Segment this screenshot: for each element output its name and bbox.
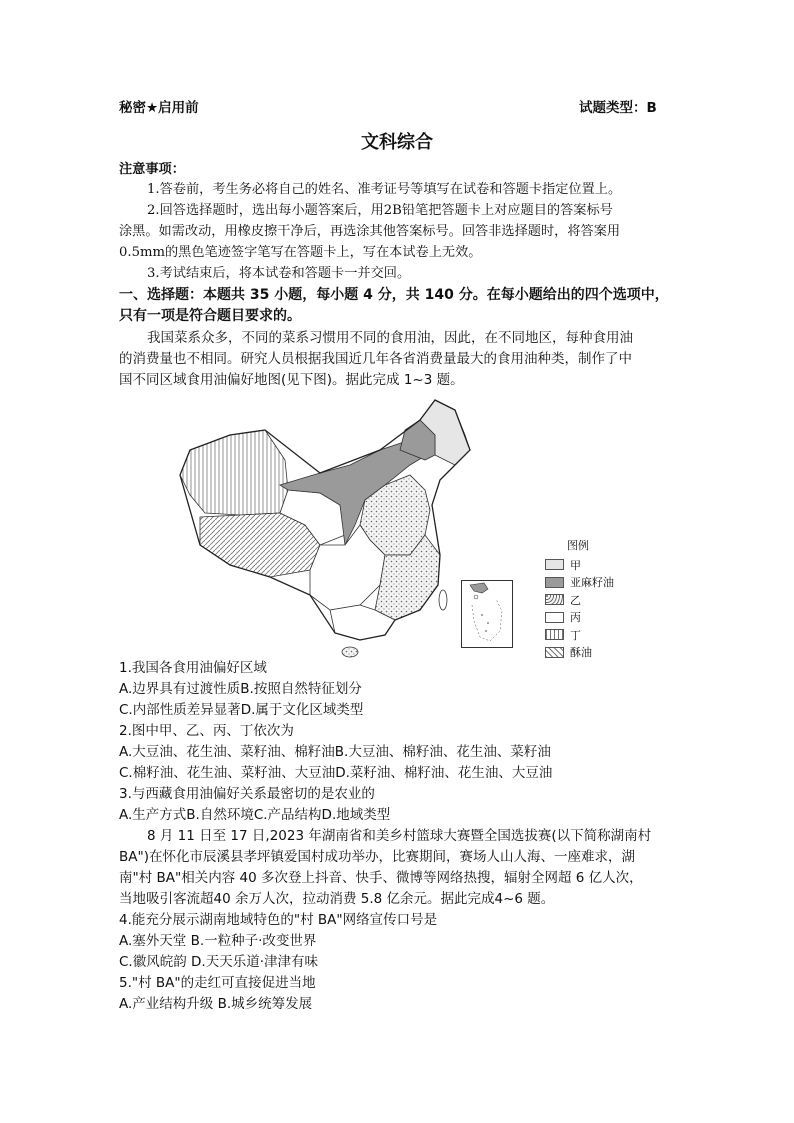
passage-text: 当地吸引客流超40 余万人次，拉动消费 5.8 亿余元。据此完成4~6 题。 — [119, 891, 555, 907]
legend-label: 亚麻籽油 — [570, 576, 614, 590]
legend-item — [545, 556, 625, 574]
passage-text: 国不同区域食用油偏好地图(见下图)。据此完成 1~3 题。 — [119, 372, 464, 388]
notice-item: 0.5mm的黑色笔迹签字笔写在答题卡上，写在本试卷上无效。 — [119, 245, 482, 260]
legend-label: 酥油 — [570, 646, 592, 660]
question-text: 4.能充分展示湖南地域特色的"村 BA"网络宣传口号是 — [119, 912, 438, 928]
notice-item: 3.考试结束后，将本试卷和答题卡一并交回。 — [147, 266, 411, 281]
question-text: 5."村 BA"的走红可直接促进当地 — [119, 975, 316, 991]
passage-text: 南"村 BA"相关内容 40 多次登上抖音、快手、微博等网络热搜，辐射全网超 6 亿人次， — [119, 870, 643, 886]
legend-item — [545, 591, 625, 609]
question-text: 2.图中甲、乙、丙、丁依次为 — [119, 723, 294, 739]
legend-swatch-jia — [545, 559, 564, 570]
question-options: A.塞外天堂 B.一粒种子·改变世界 — [119, 933, 317, 949]
notice-item: 1.答卷前，考生务必将自己的姓名、准考证号等填写在试卷和答题卡指定位置上。 — [147, 182, 622, 197]
map-legend — [545, 537, 625, 661]
passage-text: 我国菜系众多，不同的菜系习惯用不同的食用油，因此，在不同地区，每种食用油 — [147, 330, 633, 346]
legend-swatch-ghee — [545, 647, 564, 658]
legend-label: 丁 — [570, 628, 581, 642]
question-text: 1.我国各食用油偏好区域 — [119, 660, 267, 676]
exam-type-label: 试题类型：B — [579, 100, 657, 116]
legend-swatch-bing — [545, 612, 564, 623]
legend-label: 乙 — [570, 593, 581, 607]
page-title: 文科综合 — [361, 132, 433, 153]
notice-item: 2.回答选择题时，选出每小题答案后，用2B铅笔把答题卡上对应题目的答案标号 — [147, 203, 613, 218]
passage-text: 8 月 11 日至 17 日,2023 年湖南省和美乡村篮球大赛暨全国选拔赛(以下简称湖南村 — [147, 828, 652, 844]
legend-title: 图例 — [567, 539, 589, 552]
question-options: A.大豆油、花生油、菜籽油、棉籽油B.大豆油、棉籽油、花生油、菜籽油 — [119, 744, 551, 760]
legend-item — [545, 574, 625, 592]
legend-item — [545, 644, 625, 662]
question-text: 3.与西藏食用油偏好关系最密切的是农业的 — [119, 786, 375, 802]
legend-swatch-yi — [545, 594, 564, 605]
question-options: C.徽风皖韵 D.天天乐道·津津有味 — [119, 954, 318, 970]
question-options: A.边界具有过渡性质B.按照自然特征划分 — [119, 681, 362, 697]
question-options: A.生产方式B.自然环境C.产品结构D.地域类型 — [119, 807, 391, 823]
legend-item — [545, 609, 625, 627]
legend-swatch-flaxseed — [545, 577, 564, 588]
section-heading-line1: 一、选择题：本题共 35 小题，每小题 4 分，共 140 分。在每小题给出的四个选项中， — [119, 287, 669, 303]
legend-item — [545, 626, 625, 644]
passage-text: BA")在怀化市辰溪县孝坪镇爱国村成功举办，比赛期间，赛场人山人海、一座难求，湖 — [119, 849, 635, 865]
notice-heading: 注意事项： — [119, 162, 185, 177]
question-options: A.产业结构升级 B.城乡统筹发展 — [119, 996, 313, 1012]
section-heading-line2: 只有一项是符合题目要求的。 — [119, 308, 301, 324]
legend-label: 丙 — [570, 611, 581, 625]
china-oil-preference-map — [170, 395, 510, 660]
legend-label: 甲 — [570, 558, 581, 572]
south-china-sea-inset — [461, 580, 513, 648]
secret-label: 秘密★启用前 — [119, 100, 199, 116]
legend-swatch-ding — [545, 629, 564, 640]
question-options: C.内部性质差异显著D.属于文化区域类型 — [119, 702, 364, 718]
notice-item: 涂黑。如需改动，用橡皮擦干净后，再选涂其他答案标号。回答非选择题时，将答案用 — [119, 224, 621, 239]
question-options: C.棉籽油、花生油、菜籽油、大豆油D.菜籽油、棉籽油、花生油、大豆油 — [119, 765, 553, 781]
passage-text: 的消费量也不相同。研究人员根据我国近几年各省消费量最大的食用油种类，制作了中 — [119, 351, 632, 367]
